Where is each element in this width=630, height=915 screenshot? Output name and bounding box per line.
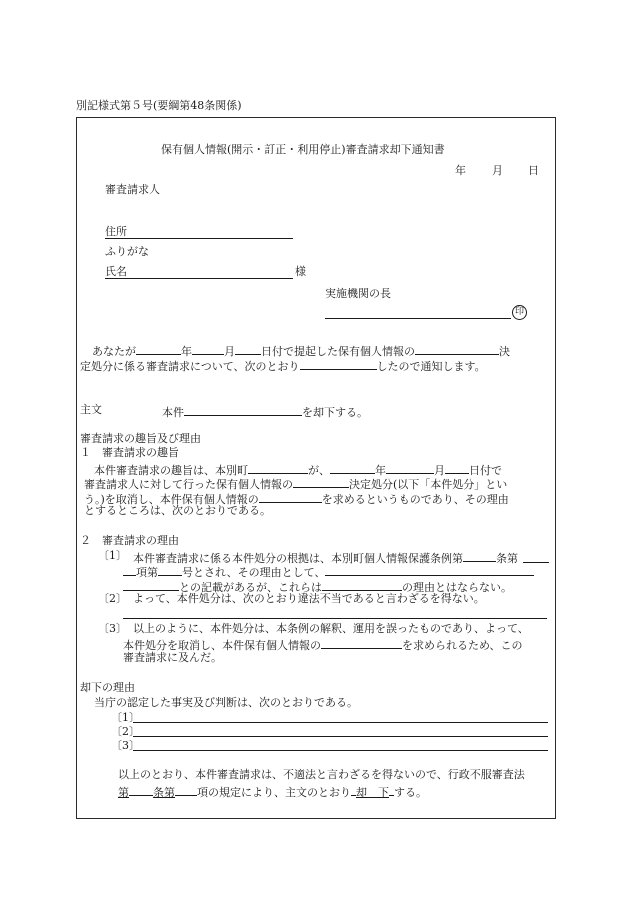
purpose-day-blank[interactable] (445, 461, 469, 474)
conclusion-article-blank[interactable] (129, 783, 153, 796)
main-text-label: 主文 (80, 403, 102, 416)
purpose-text: 審査請求人に対して行った保有個人情報の (84, 478, 293, 491)
intro-line-2 (80, 357, 486, 374)
intro-text: したので通知します。 (376, 360, 486, 373)
issuer-title: 実施機関の長 (325, 287, 391, 300)
name-field[interactable] (105, 278, 293, 279)
intro-month: 月 (224, 345, 235, 358)
conclusion-text: 項の規定により、主文のとおり (197, 786, 351, 799)
conclusion-text: 第 (118, 786, 129, 799)
purpose-subheading: １ 審査請求の趣旨 (80, 446, 179, 459)
main-text-part: 本件 (162, 406, 184, 419)
dismissal-item-field[interactable] (133, 750, 548, 751)
intro-year-blank[interactable] (136, 342, 181, 355)
reason-text: の理由とはならない。 (402, 581, 512, 594)
reason-statement-blank[interactable] (123, 578, 179, 591)
date-year-label: 年 (455, 164, 466, 177)
reason-item-number: 〔1〕 (98, 549, 127, 562)
reason-text: 項第 (136, 566, 158, 579)
purpose-year-blank[interactable] (330, 461, 375, 474)
purpose-decision-blank[interactable] (293, 475, 349, 488)
address-field[interactable] (105, 238, 293, 239)
reason-pre-blank[interactable] (123, 563, 136, 576)
reason-text: との記載があるが、これらは (179, 581, 322, 594)
dismissal-item-field[interactable] (133, 722, 548, 723)
purpose-text: が、 (308, 464, 330, 477)
conclusion-paragraph-blank[interactable] (175, 783, 197, 796)
conclusion-line-1: 以上のとおり、本件審査請求は、不適法と言わざるを得ないので、行政不服審査法 (118, 768, 525, 781)
intro-text: 日付で提起した保有個人情報の (261, 345, 415, 358)
purpose-agency-blank[interactable] (248, 461, 308, 474)
document-title: 保有個人情報(開示・訂正・利用停止)審査請求却下通知書 (161, 143, 445, 156)
intro-decision-blank[interactable] (415, 342, 499, 355)
purpose-text: 月 (434, 464, 445, 477)
dismissal-item-number: 〔2〕 (111, 725, 140, 738)
honorific-label: 様 (295, 265, 306, 278)
purpose-text: 決定処分(以下「本件処分」とい (349, 478, 508, 491)
purpose-month-blank[interactable] (386, 461, 434, 474)
main-text-blank[interactable] (184, 403, 302, 416)
reason-subheading: ２ 審査請求の理由 (80, 534, 179, 547)
reason-item-number: 〔2〕 (98, 592, 127, 605)
reason-statement-blank[interactable] (325, 563, 534, 576)
conclusion-text: 条第 (153, 786, 175, 799)
dismissal-item-number: 〔1〕 (111, 711, 140, 724)
intro-day-blank[interactable] (235, 342, 261, 355)
date-month-label: 月 (492, 164, 503, 177)
addressee-heading: 審査請求人 (105, 183, 160, 196)
purpose-text: 本件審査請求の趣旨は、本別町 (94, 464, 248, 477)
purpose-text: 日付で (469, 464, 502, 477)
reason-item-blank[interactable] (158, 563, 182, 576)
intro-month-blank[interactable] (192, 342, 224, 355)
purpose-text: を求めるというものであり、その理由 (321, 493, 509, 506)
main-text-part: を却下する。 (302, 406, 368, 419)
intro-year: 年 (181, 345, 192, 358)
reason-item-number: 〔3〕 (98, 622, 127, 635)
issuer-signature-line[interactable] (325, 318, 511, 319)
conclusion-text: する。 (394, 786, 427, 799)
intro-text: 定処分に係る審査請求について、次のとおり (80, 360, 300, 373)
reason-article-blank[interactable] (463, 549, 496, 562)
name-label: 氏名 (105, 265, 127, 278)
conclusion-dismissal: 却 下 (356, 786, 389, 799)
intro-action-blank[interactable] (300, 357, 377, 370)
dismissal-item-number: 〔3〕 (111, 739, 140, 752)
furigana-label: ふりがな (105, 245, 149, 258)
main-text-body (162, 403, 368, 420)
reason-text: を求められるため、この (402, 639, 523, 652)
reason-text: 本件処分を取消し、本件保有個人情報の (123, 639, 321, 652)
purpose-text: 年 (375, 464, 386, 477)
reason-ground-blank[interactable] (322, 578, 402, 591)
reason-text: 条第 (496, 552, 518, 565)
section-purpose-heading: 審査請求の趣旨及び理由 (80, 432, 201, 445)
purpose-request-blank[interactable] (259, 490, 322, 503)
dismissal-reason-heading: 却下の理由 (80, 681, 135, 694)
dismissal-reason-intro: 当庁の認定した事実及び判断は、次のとおりである。 (94, 696, 358, 709)
intro-text: 決 (499, 345, 510, 358)
reason-request-blank[interactable] (321, 636, 402, 649)
reason-3-line-1: 以上のように、本件処分は、本条例の解釈、運用を誤ったものであり、よって、 (133, 622, 529, 635)
address-label: 住所 (105, 225, 127, 238)
date-day-label: 日 (528, 164, 539, 177)
purpose-line-4: とするところは、次のとおりである。 (84, 504, 271, 517)
form-number-label: 別記様式第５号(要綱第48条関係) (76, 99, 242, 112)
reason-text: 号とされ、その理由として、 (182, 566, 326, 579)
reason-2-blank[interactable] (123, 618, 547, 619)
intro-text: あなたが (92, 345, 136, 358)
purpose-text: う。)を取消し、本件保有個人情報の (84, 493, 259, 506)
reason-text: 本件審査請求に係る本件処分の根拠は、本別町個人情報保護条例第 (133, 552, 463, 565)
dismissal-item-field[interactable] (133, 736, 548, 737)
reason-3-line-3: 審査請求に及んだ。 (123, 651, 222, 664)
conclusion-line-2 (118, 783, 427, 800)
reason-2-text: よって、本件処分は、次のとおり違法不当であると言わざるを得ない。 (133, 592, 485, 605)
seal-icon: 印 (512, 305, 527, 320)
